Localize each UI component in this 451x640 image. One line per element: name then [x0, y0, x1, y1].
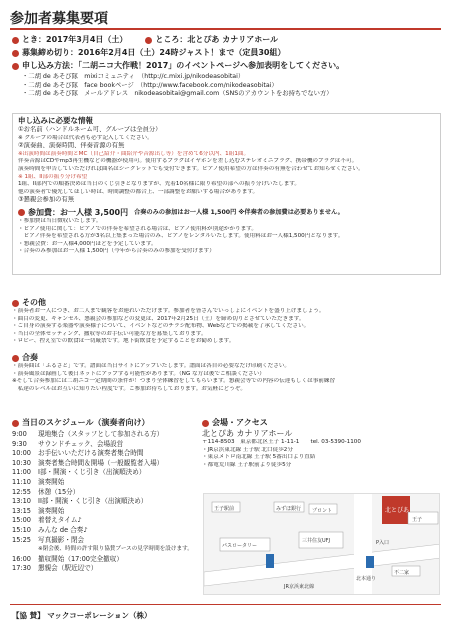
fee-heading-line [18, 208, 435, 218]
schedule-text: 演奏者集合時間＆開場（一般観覧者入場） [38, 458, 164, 467]
schedule-row [12, 449, 212, 459]
info-line: ※出演時間は演奏時間とMC（自己紹介・曲紹介や音源出し等）を含めて6分以内、1組1曲。 [18, 150, 250, 157]
venue-heading: 会場・アクセス [212, 418, 268, 427]
event-place: ところ：北とぴあ カナリアホール [155, 35, 279, 44]
apply-line [12, 61, 441, 71]
other-line: ・曲目の変更、キャンセル、懇親会の参加などの変更は、2017年2月25日（土）を締め切りとさせていただきます。 [12, 315, 305, 322]
info-line: ①お名前（ハンドルネーム可、グループは全員分） [18, 126, 162, 133]
schedule-time: 9:00 [12, 430, 27, 438]
schedule-row [12, 478, 212, 488]
schedule-time: 13:10 [12, 497, 32, 506]
map-label-rail: JR京浜東北線 [284, 584, 314, 590]
contact-row: ・二胡 de あそび隊 メールアドレス nikodeasobitai@gmail.com（SNSのアカウントをお持ちでない方） [22, 90, 333, 98]
bullet-icon [18, 209, 25, 216]
fee-line: ・合奏のみ参加はお一人様 1,500円（今年から合奏のみの参加を受付けます） [18, 248, 215, 255]
map-svg [204, 494, 440, 595]
other-line: ・演奏者お一人につき、お二人まで観客をお連れいただけます。参加者を皆さんでいっしょにイベントを盛り上げましょう。 [12, 308, 325, 314]
contact-row: ・二胡 de あそび隊 face bookページ （http://www.facebook.com/nikodeasobitai） [22, 81, 278, 89]
contact-address[interactable]: （http://www.facebook.com/nikodeasobitai） [140, 81, 278, 89]
schedule-row [12, 545, 212, 555]
info-line: ※ 1組、II部の振り分け希望 [18, 173, 88, 180]
schedule-row [12, 430, 212, 440]
sponsor-credit: 【協 賛】 マックコーポレーション（株） [12, 611, 152, 620]
schedule-text: サウンドチェック、会場設営 [38, 439, 124, 448]
bullet-icon [145, 37, 152, 44]
ensemble-line: ・演奏曲は「ふるさと」です。譜面は当日サイトにアップいたします。譜面は各自の必要なだけ印刷ください。 [12, 363, 291, 369]
event-date: とき：2017年3月4日（土） [22, 35, 128, 44]
schedule-time: 17:30 [12, 564, 32, 573]
bullet-icon [12, 63, 19, 70]
info-line: 演奏時間を申告していただければ曲名はシークレットでも受付できます。ピアノ使用希望の方は伴奏の有無を合わせてお知らせください。 [18, 165, 364, 172]
map-label-rotary: パスロータリー [222, 543, 258, 549]
other-line: ・ご自身の演奏する楽器や演奏様子について、イベントなどのチラシ配布物、Webなどでの掲載を了承してください。 [12, 323, 310, 330]
schedule-text: ※閉会後、時間の許す限り協賛ブースの見学時間を設けます。 [38, 546, 193, 553]
basic-info [12, 35, 441, 99]
schedule-time: 11:10 [12, 477, 32, 486]
apply-text: 申し込み方法：「二胡ニコ大作戦！2017」のイベントページへ参加表明をしてください。 [22, 61, 345, 70]
station-exit-icon [266, 554, 274, 568]
schedule-row [12, 526, 212, 536]
fee-line: ピアノ伴奏を希望される方が3名以上集まった場合のみ、ピアノをレンタルいたします。使用料はお一人様1,500円となります。 [18, 233, 344, 240]
schedule-heading: 当日のスケジュール（演奏者向け） [22, 418, 150, 427]
bullet-icon [12, 300, 19, 307]
access-line: ・JR京浜東北線 王子駅 北口徒歩2分 [202, 446, 293, 453]
info-line: 1組、II部内での順番決めは当日のくじ引きとなりますが、先着10名様に限り希望の部への振り分けいたします。 [18, 181, 301, 188]
ensemble-line: ・演奏風景は録画して後日ネットにアップする可能性があります。（NG な方は後でご相談ください） [12, 370, 265, 377]
deadline-text: 募集締め切り：2016年2月4日（土）24時ジャスト！まで（定員30組） [22, 48, 286, 57]
schedule-text: II部・開演・くじ引き（出演順決め） [38, 497, 148, 506]
schedule-row [12, 564, 212, 574]
map-label-hokutopia: 北とぴあ [385, 507, 410, 514]
schedule-row [12, 507, 212, 517]
schedule-time: 13:15 [12, 506, 32, 515]
schedule-text: 演奏開始 [38, 477, 65, 486]
contact-row: ・二胡 de あそび隊 mixiコミュニティ （http://c.mixi.jp/nikodeasobitai） [22, 73, 245, 80]
schedule-row [12, 468, 212, 478]
schedule-text: 懇親会（駅近辺で） [38, 564, 98, 573]
bullet-icon [12, 37, 19, 44]
access-map [203, 493, 440, 595]
contact-address[interactable]: （http://c.mixi.jp/nikodeasobitai） [141, 73, 245, 80]
schedule-row [12, 459, 212, 469]
schedule-time: 15:10 [12, 525, 32, 534]
schedule-text: みんな de 合奏♪ [38, 525, 88, 534]
other-section [12, 298, 441, 346]
info-line: ②演奏曲、演奏時間、伴奏音源の有無 [18, 142, 125, 150]
fee-heading: 参加費：お一人様 3,500円 [28, 207, 129, 217]
map-label-shop: プロント [312, 508, 333, 514]
map-label-street: 北本通り [356, 576, 377, 582]
schedule-text: 現地集合（スタッフとして参加される方） [38, 430, 164, 438]
map-label-shop: 不二家 [394, 570, 410, 576]
map-label-building: 三井住友UFJ [302, 538, 331, 544]
ensemble-section [12, 353, 441, 393]
bullet-icon [202, 420, 209, 427]
map-label-parking: P入口 [376, 540, 390, 546]
contact-address[interactable]: nikodeasobitai@gmail.com（SNSのアカウントをお持ちでない方） [134, 90, 333, 98]
schedule-row [12, 440, 212, 450]
fee-note: 合奏のみの参加はお一人様 1,500円 ※伴奏者の参加費は必要ありません。 [134, 208, 344, 216]
required-info-box [12, 113, 441, 275]
schedule-time [12, 545, 38, 555]
bullet-icon [12, 420, 19, 427]
schedule-time: 15:25 [12, 535, 32, 544]
fee-line: ・懇親会費：お一人様4,000円ほどを予定しています。 [18, 240, 157, 247]
footer-divider [10, 604, 441, 605]
bullet-icon [12, 50, 19, 57]
required-info-heading: 申し込みに必要な情報 [18, 116, 93, 125]
info-line: ③懇親会参加の有無 [18, 196, 75, 204]
other-line: ・当日の全体セッティング、撤収等のお手伝い可能な方を募集しております。 [12, 330, 207, 337]
map-label-bank: みずほ銀行 [276, 506, 302, 512]
schedule-text: 休憩（15分） [38, 487, 80, 496]
schedule-time: 16:00 [12, 554, 32, 563]
fee-line: ・ピアノ使用に関して：ピアノでの伴奏を希望される場合は、ピアノ使用料が別途かかります。 [18, 225, 257, 232]
schedule-text: 演奏開始 [38, 506, 65, 515]
schedule-text: 着替えタイム♪ [38, 516, 82, 525]
ensemble-heading-line [12, 353, 441, 363]
deadline-line [12, 48, 441, 58]
schedule-row [12, 497, 212, 507]
other-heading-line [12, 298, 441, 308]
schedule-row [12, 516, 212, 526]
title-divider [10, 28, 441, 30]
ensemble-line: 私達のレベルはお互いに知りたい程度です。ご参加お待ちしております。お気軽にどうぞ。 [12, 385, 246, 392]
schedule-time: 11:00 [12, 468, 32, 477]
map-label-station: 王子駅前 [214, 506, 235, 512]
schedule-time: 10:00 [12, 449, 32, 458]
schedule-list [12, 430, 212, 574]
schedule-time: 12:55 [12, 487, 32, 496]
info-line: 他の演奏者で優先してほしい時は、時間調整の都合上、一部調整をお願いする場合があります。 [18, 188, 259, 195]
venue-heading-line [202, 418, 442, 428]
page-title: 参加者募集要項 [10, 11, 108, 27]
contact-list [12, 73, 441, 99]
bullet-icon [12, 355, 19, 362]
event-date-line [12, 35, 441, 45]
schedule-text: お手伝いいただける演奏者集合時間 [38, 449, 144, 458]
ensemble-line: ※そして合奏参加には二胡ニコ一定期間の条件が！つまり全体練習をしてもらいます。懇親会等での内容の伝達もしくは事前練習 [12, 378, 336, 385]
info-line: ※ グループの場合は代表者も必ず記入してください。 [18, 134, 153, 141]
other-line: ・ロビー、控え室での飲食は一切厳禁です。地下街飲食を予定することをお勧めします。 [12, 338, 235, 345]
schedule-row [12, 488, 212, 498]
schedule-text: 撤収開始（17:00完全撤収） [38, 554, 123, 563]
venue-section [202, 418, 442, 469]
schedule-text: I部・開演・くじ引き（出演順決め） [38, 468, 146, 477]
schedule-time: 15:00 [12, 516, 32, 525]
venue-name: 北とぴあ カナリアホール [202, 429, 293, 438]
schedule-text: 写真撮影・閉会 [38, 535, 85, 544]
schedule-row [12, 536, 212, 546]
schedule-time: 10:30 [12, 458, 32, 467]
fee-line: ・参加費は当日徴収いたします。 [18, 217, 102, 224]
schedule-time: 9:30 [12, 439, 27, 448]
access-line: ・東京メトロ南北線 王子駅 5番出口より直結 [202, 454, 316, 461]
other-heading: その他 [22, 298, 46, 307]
ensemble-heading: 合奏 [22, 353, 38, 362]
schedule-heading-line [12, 418, 212, 428]
schedule-row [12, 555, 212, 565]
access-line: ・都電荒川線 王子駅前より徒歩5分 [202, 461, 292, 468]
venue-address: 〒114-8503 東京都北区王子 1-11-1 tel. 03-5390-1100 [202, 439, 361, 445]
map-label-oji: 王子 [412, 517, 423, 523]
schedule-section [12, 418, 212, 574]
info-line: 伴奏音源はCDやmp3再生機などの機器が使用可。使用するプラグはイヤホンを差し込むステレオミニプラグ、携帯機のプラグは不可。 [18, 158, 358, 165]
station-exit-icon [366, 556, 374, 568]
